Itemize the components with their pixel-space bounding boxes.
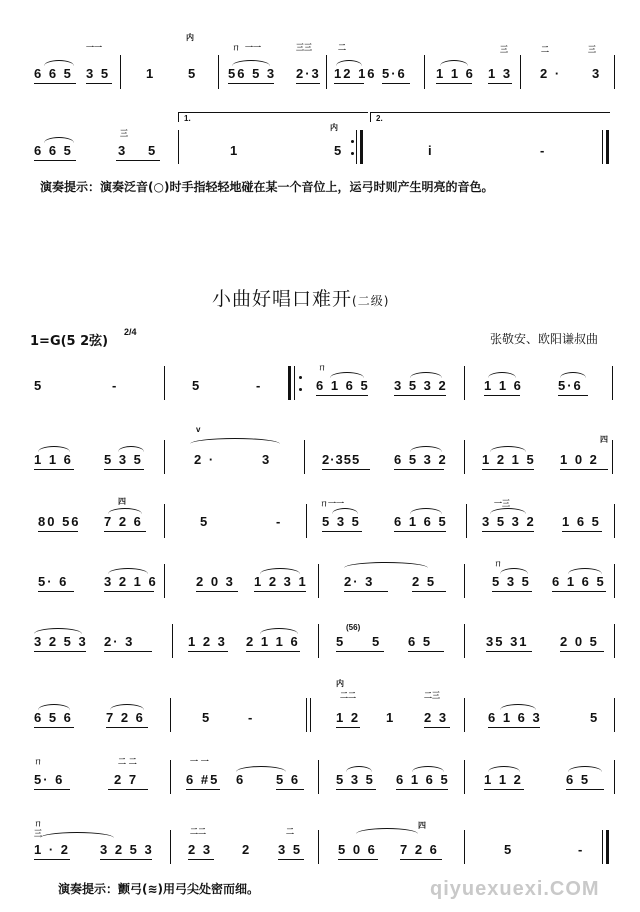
note: 1 (230, 143, 240, 158)
note-group: 35 31 (486, 634, 529, 649)
grade-label: (二级) (352, 294, 390, 308)
note-group: 1 1 6 (436, 66, 475, 81)
note-group: 1 2 3 (188, 634, 227, 649)
articulation-mark: 二 二 (118, 757, 137, 766)
watermark: qiyuexuexi.COM (430, 878, 600, 900)
underline (484, 789, 524, 790)
note-group: 6 1 6 3 (488, 710, 542, 725)
slur (410, 508, 442, 514)
bow-mark: ㄇ (34, 757, 42, 766)
slur (118, 446, 144, 452)
slur (356, 828, 418, 834)
underline (254, 591, 306, 592)
underline (492, 591, 532, 592)
note: 2 · (540, 66, 562, 81)
note: 5 (200, 514, 210, 529)
note-group: 2· 3 (104, 634, 135, 649)
barline (120, 55, 121, 89)
underline (560, 651, 604, 652)
slur (560, 372, 586, 378)
note-group: 6 5 3 2 (394, 452, 448, 467)
slur (568, 568, 602, 574)
note: 3 (262, 452, 272, 467)
note-group: 6 1 6 5 (316, 378, 370, 393)
barline (464, 366, 465, 400)
underline (34, 859, 70, 860)
note-group: 1 · 2 (34, 842, 71, 857)
note-group: 2· 3 (344, 574, 375, 589)
barline (164, 366, 165, 400)
underline (34, 789, 70, 790)
underline (334, 83, 364, 84)
note: - (540, 143, 547, 158)
barline (318, 564, 319, 598)
barline (424, 55, 425, 89)
note-group: 2·355 (322, 452, 361, 467)
underline (196, 591, 238, 592)
note-group: 6 1 6 5 (552, 574, 606, 589)
note-group: 6 5 6 (34, 710, 73, 725)
underline (562, 531, 602, 532)
note: 1 (146, 66, 156, 81)
barline (310, 698, 311, 732)
barline (356, 130, 357, 164)
note-group: 6 1 6 5 (394, 514, 448, 529)
underline (188, 859, 214, 860)
repeat-dot (299, 388, 302, 391)
accent-mark: v (196, 425, 201, 434)
note-group: 1 2 1 5 (482, 452, 536, 467)
barline (520, 55, 521, 89)
note: 5 (334, 143, 344, 158)
barline (164, 564, 165, 598)
note-group: 2 7 (114, 772, 139, 787)
bow-mark: ㄇ (232, 43, 240, 52)
articulation-mark: 一一 (245, 43, 261, 52)
underline (566, 789, 604, 790)
underline (34, 651, 86, 652)
note: 5 (590, 710, 600, 725)
underline (436, 83, 472, 84)
underline (400, 859, 442, 860)
note-group: 1 1 6 (484, 378, 523, 393)
note-group: 2·3 (296, 66, 321, 81)
note-group: 80 56 (38, 514, 81, 529)
repeat-barline (360, 130, 363, 164)
volta-label: 2. (376, 114, 383, 123)
repeat-dot (351, 140, 354, 143)
underline (336, 651, 384, 652)
note-group: 5 3 5 (492, 574, 531, 589)
note: 5 (504, 842, 514, 857)
slur (190, 438, 280, 444)
underline (322, 469, 370, 470)
barline (614, 698, 615, 732)
note-group: 12 16 (334, 66, 377, 81)
underline (104, 651, 152, 652)
underline (108, 789, 148, 790)
note-group: 3 2 5 3 (100, 842, 154, 857)
barline (170, 698, 171, 732)
underline (396, 789, 448, 790)
slur (38, 446, 70, 452)
slur (440, 60, 468, 66)
underline (38, 531, 78, 532)
articulation-mark: 一三 (494, 499, 510, 508)
note-group: 1 2 3 1 (254, 574, 308, 589)
composer: 张敬安、欧阳谦叔曲 (490, 332, 599, 346)
barline (466, 504, 467, 538)
underline (34, 727, 74, 728)
fingering-mark: 四 (118, 497, 126, 506)
slur (490, 508, 526, 514)
barline (170, 830, 171, 864)
note-group: 3 5 3 2 (482, 514, 536, 529)
note-group: 5 3 5 (104, 452, 143, 467)
barline (172, 624, 173, 658)
underline (408, 651, 444, 652)
underline (382, 83, 410, 84)
note-group: 3 2 1 6 (104, 574, 158, 589)
note-group: 7 2 6 (106, 710, 145, 725)
barline (318, 830, 319, 864)
note-group: 7 2 6 (104, 514, 143, 529)
repeat-barline (288, 366, 291, 400)
barline (218, 55, 219, 89)
barline (464, 830, 465, 864)
note-group: 1 2 (336, 710, 361, 725)
barline (614, 504, 615, 538)
bottom-performance-hint: 演奏提示：颤弓(≋)用弓尖处密而细。 (58, 882, 260, 896)
note: 2 (242, 842, 252, 857)
underline (394, 531, 446, 532)
note: 5 (148, 143, 158, 158)
slur (410, 372, 442, 378)
slur (490, 446, 526, 452)
underline (482, 469, 534, 470)
note-group: 5· 6 (38, 574, 69, 589)
note-group: 1 1 2 (484, 772, 523, 787)
performance-hint: 演奏提示：演奏泛音(○)时手指轻轻地碰在某一个音位上，运弓时则产生明亮的音色。 (40, 180, 494, 194)
underline (322, 531, 362, 532)
barline (602, 130, 603, 164)
slur (488, 766, 520, 772)
slur (260, 628, 298, 634)
barline (464, 624, 465, 658)
barline (326, 55, 327, 89)
underline (278, 859, 304, 860)
underline (394, 395, 446, 396)
underline (34, 83, 76, 84)
note: i (428, 143, 434, 158)
piece-title (212, 284, 389, 311)
note: 5 (336, 634, 346, 649)
underline (344, 591, 388, 592)
underline (246, 651, 300, 652)
note: - (256, 378, 263, 393)
volta-bracket (178, 112, 368, 113)
barline (602, 830, 603, 864)
underline (116, 160, 160, 161)
note-group: 3 2 5 3 (34, 634, 88, 649)
slur (412, 766, 444, 772)
underline (488, 83, 512, 84)
underline (104, 591, 154, 592)
note-group: 5 3 5 (322, 514, 361, 529)
grace-note: (56) (346, 623, 361, 632)
fingering-mark: 四 (600, 435, 608, 444)
barline (612, 366, 613, 400)
volta-bracket-edge (178, 112, 179, 122)
slur (108, 508, 142, 514)
note-group: 2 1 1 6 (246, 634, 300, 649)
slur (488, 372, 516, 378)
final-barline (606, 830, 609, 864)
note: 3 (118, 143, 128, 158)
note-group: 5·6 (382, 66, 407, 81)
note-group: 6 #5 (186, 772, 220, 787)
slur (410, 446, 442, 452)
note-group: 5 3 5 (336, 772, 375, 787)
volta-bracket (370, 112, 610, 113)
note-group: 6 6 5 (34, 143, 73, 158)
underline (552, 591, 606, 592)
underline (482, 531, 534, 532)
note-group: 1 3 (488, 66, 513, 81)
note-group: 6 6 5 (34, 66, 73, 81)
note-group: 3 5 (86, 66, 111, 81)
underline (34, 469, 74, 470)
note-group: 2 3 (188, 842, 213, 857)
note: - (578, 842, 585, 857)
slur (332, 508, 358, 514)
barline (304, 440, 305, 474)
slur (34, 628, 82, 634)
note-group: 2 3 (424, 710, 449, 725)
underline (316, 395, 368, 396)
underline (424, 727, 450, 728)
note-group: 3 5 3 2 (394, 378, 448, 393)
note: - (248, 710, 255, 725)
note-group: 2 5 (412, 574, 437, 589)
underline (228, 83, 274, 84)
note: - (276, 514, 283, 529)
underline (336, 727, 360, 728)
underline (188, 651, 228, 652)
underline (86, 83, 112, 84)
barline (318, 624, 319, 658)
time-signature: 2/4 (124, 327, 137, 337)
barline (612, 440, 613, 474)
barline (164, 440, 165, 474)
underline (104, 469, 144, 470)
underline (488, 727, 540, 728)
slur (568, 766, 602, 772)
note: 2 · (194, 452, 216, 467)
volta-bracket-edge (370, 112, 371, 122)
underline (276, 789, 304, 790)
slur (44, 60, 74, 66)
barline (164, 504, 165, 538)
title-text: 小曲好唱口难开 (212, 288, 353, 310)
bow-mark: ㄇ (34, 819, 42, 828)
repeat-dot (351, 152, 354, 155)
underline (484, 395, 520, 396)
barline (318, 760, 319, 794)
articulation-mark: 二 (338, 43, 346, 52)
note-group: 7 2 6 (400, 842, 439, 857)
note-group: 2 0 5 (560, 634, 599, 649)
note: 5 (34, 378, 44, 393)
slur (336, 60, 362, 66)
note-group: 6 5 (408, 634, 433, 649)
articulation-mark: 内 (186, 33, 194, 42)
fingering-mark: 四 (418, 821, 426, 830)
bow-mark: ㄇ (318, 363, 326, 372)
underline (336, 789, 376, 790)
articulation-mark: 二 (541, 45, 549, 54)
underline (412, 591, 446, 592)
articulation-mark: 三 (500, 45, 508, 54)
underline (486, 651, 532, 652)
note: 6 (236, 772, 246, 787)
barline (614, 55, 615, 89)
articulation-mark: 三 (588, 45, 596, 54)
slur (500, 704, 536, 710)
note: 5 (372, 634, 382, 649)
barline (306, 504, 307, 538)
volta-label: 1. (184, 114, 191, 123)
note-group: 1 1 6 (34, 452, 73, 467)
note: 5 (202, 710, 212, 725)
articulation-mark: 二二 (190, 827, 206, 836)
note-group: 2 0 3 (196, 574, 235, 589)
note: 1 (386, 710, 396, 725)
articulation-mark: 一一 (86, 43, 102, 52)
underline (394, 469, 444, 470)
note-group: 6 5 (566, 772, 591, 787)
articulation-mark: 内 (336, 679, 344, 688)
articulation-mark: 三三 (296, 43, 312, 52)
slur (110, 704, 144, 710)
articulation-mark: 三 (34, 829, 42, 838)
articulation-mark: 三 (120, 129, 128, 138)
note-group: 1 0 2 (560, 452, 599, 467)
underline (186, 789, 220, 790)
underline (338, 859, 378, 860)
repeat-dot (299, 376, 302, 379)
barline (464, 564, 465, 598)
slur (38, 704, 70, 710)
note-group: 56 5 3 (228, 66, 277, 81)
note-group: 5· 6 (34, 772, 65, 787)
slur (232, 60, 270, 66)
articulation-mark: 一 一 (190, 757, 209, 766)
barline (464, 440, 465, 474)
note: 3 (592, 66, 602, 81)
barline (178, 130, 179, 164)
bow-mark: ㄇ (494, 559, 502, 568)
underline (106, 727, 148, 728)
underline (104, 531, 146, 532)
articulation-mark: 二三 (424, 691, 440, 700)
final-barline (606, 130, 609, 164)
barline (306, 698, 307, 732)
slur (260, 568, 300, 574)
underline (100, 859, 152, 860)
note: 5 (192, 378, 202, 393)
note-group: 1 6 5 (562, 514, 601, 529)
underline (296, 83, 320, 84)
barline (464, 760, 465, 794)
bow-mark: ㄇ一一 (320, 499, 344, 508)
articulation-mark: 内 (330, 123, 338, 132)
barline (614, 564, 615, 598)
underline (34, 160, 76, 161)
note-group: 5 0 6 (338, 842, 377, 857)
slur (500, 568, 528, 574)
slur (346, 766, 372, 772)
barline (170, 760, 171, 794)
note-group: 6 1 6 5 (396, 772, 450, 787)
underline (560, 469, 608, 470)
underline (38, 591, 74, 592)
note-group: 5·6 (558, 378, 583, 393)
note: 5 (188, 66, 198, 81)
slur (344, 562, 428, 568)
slur (44, 137, 74, 143)
note-group: 5 6 (276, 772, 301, 787)
slur (108, 568, 148, 574)
articulation-mark: 二 (286, 827, 294, 836)
articulation-mark: 二二 (340, 691, 356, 700)
note-group: 3 5 (278, 842, 303, 857)
barline (294, 366, 295, 400)
underline (558, 395, 588, 396)
barline (614, 760, 615, 794)
slur (330, 372, 364, 378)
key-signature: 1=G(5 2弦) (30, 334, 109, 349)
slur (40, 832, 114, 838)
note: - (112, 378, 119, 393)
barline (464, 698, 465, 732)
barline (614, 624, 615, 658)
